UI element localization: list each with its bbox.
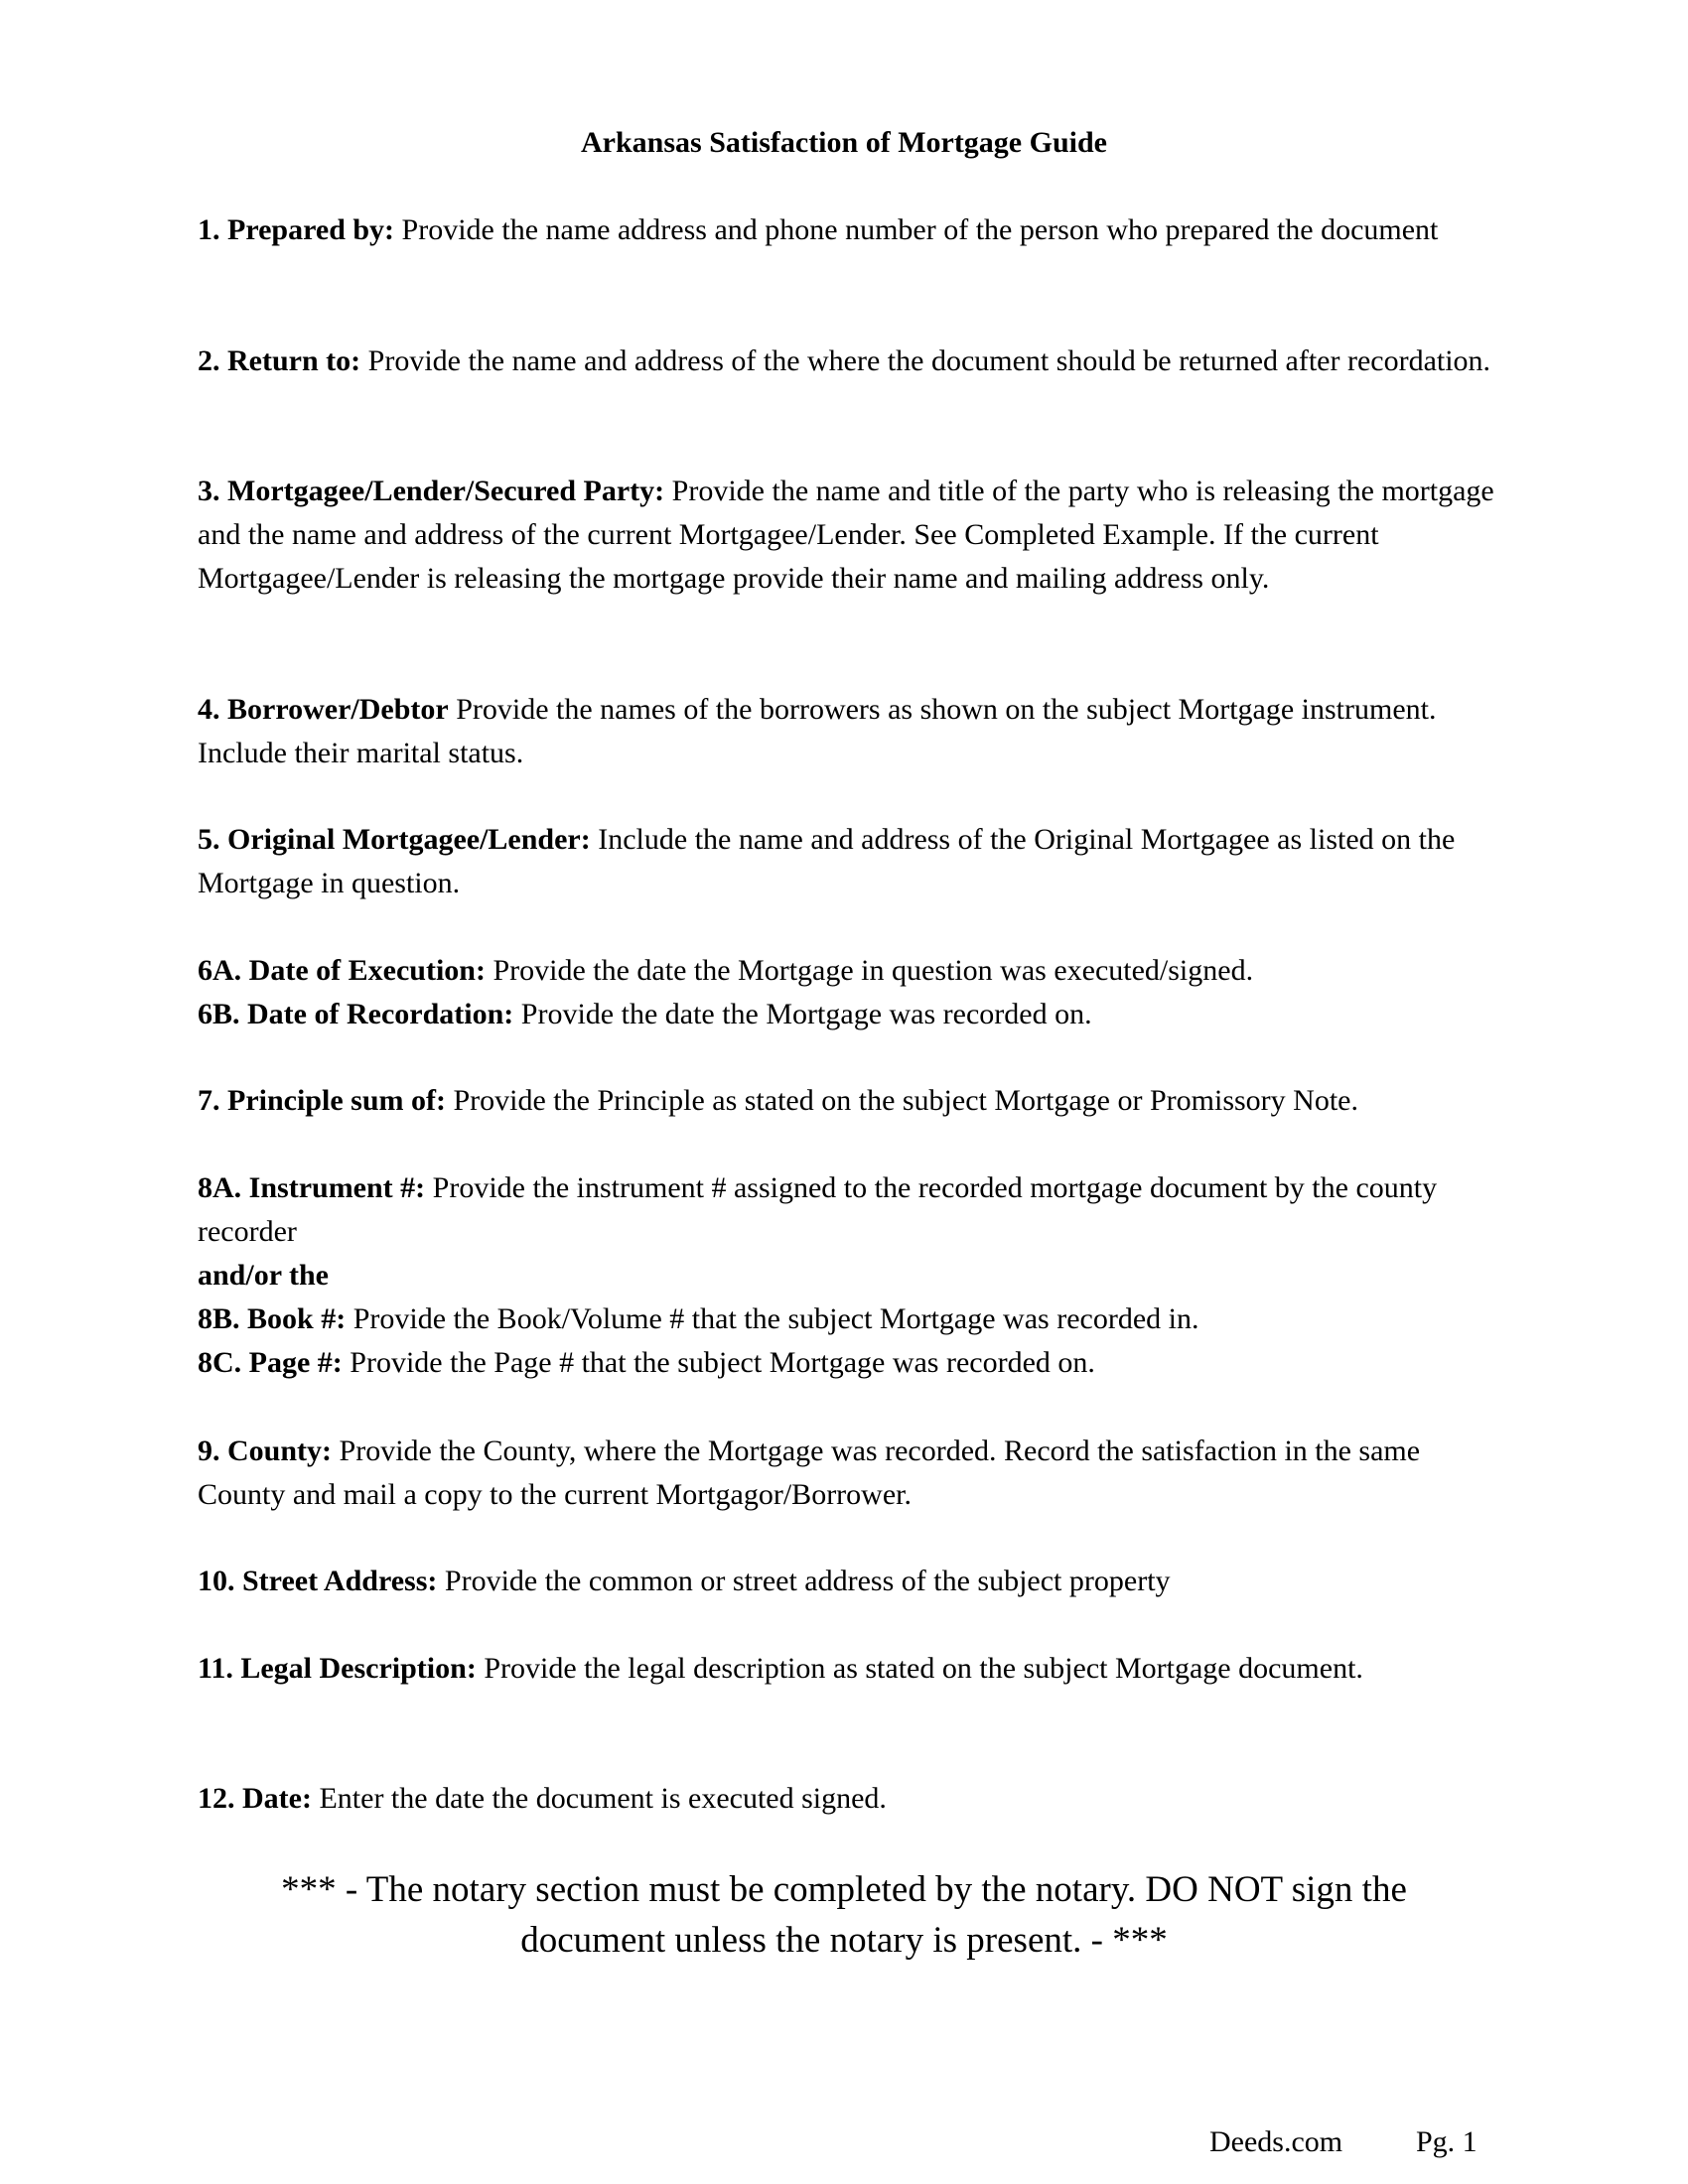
section-label: 9. County: bbox=[198, 1434, 333, 1467]
section-label: 4. Borrower/Debtor bbox=[198, 693, 449, 726]
section-text: Provide the name address and phone number of the person who prepared the document bbox=[401, 213, 1439, 246]
section-text: Provide the names of the borrowers as shown on the subject Mortgage instrument. Include their marital status. bbox=[198, 693, 1437, 769]
guide-section-street-address bbox=[198, 1560, 1498, 1603]
guide-section-recording-references bbox=[198, 1166, 1498, 1385]
footer-site: Deeds.com bbox=[1209, 2125, 1343, 2158]
section-label: 7. Principle sum of: bbox=[198, 1084, 446, 1117]
section-text: Provide the common or street address of the subject property bbox=[444, 1565, 1171, 1597]
guide-section-original-mortgagee bbox=[198, 818, 1498, 905]
section-label: 1. Prepared by: bbox=[198, 213, 395, 246]
section-connector: and/or the bbox=[198, 1259, 329, 1292]
section-text: Enter the date the document is executed signed. bbox=[319, 1782, 887, 1815]
section-text: Provide the name and title of the party who is releasing the mortgage and the name and address of the current Mortgagee/Lender. See Completed Example. If the current Mortgagee/Lender is releasing the mortgage provide their name and mailing address only. bbox=[198, 475, 1494, 595]
guide-section-date bbox=[198, 1777, 1498, 1821]
section-label: 2. Return to: bbox=[198, 344, 361, 377]
section-label: 6A. Date of Execution: bbox=[198, 954, 486, 987]
section-text: Provide the date the Mortgage in question was executed/signed. bbox=[492, 954, 1254, 987]
section-text: Provide the Principle as stated on the subject Mortgage or Promissory Note. bbox=[453, 1084, 1358, 1117]
section-label: 3. Mortgagee/Lender/Secured Party: bbox=[198, 475, 665, 507]
section-label: 5. Original Mortgagee/Lender: bbox=[198, 823, 591, 856]
notary-notice-line: document unless the notary is present. - *** bbox=[520, 1920, 1168, 1961]
guide-section-county bbox=[198, 1430, 1498, 1517]
section-label: 8A. Instrument #: bbox=[198, 1171, 426, 1204]
section-text: Provide the name and address of the where the document should be returned after recordation. bbox=[367, 344, 1491, 377]
section-text: Provide the Page # that the subject Mortgage was recorded on. bbox=[350, 1346, 1095, 1379]
section-text: Provide the instrument # assigned to the recorded mortgage document by the county recorder bbox=[198, 1171, 1438, 1248]
footer-page-number: Pg. 1 bbox=[1416, 2125, 1477, 2158]
section-label: 8B. Book #: bbox=[198, 1302, 347, 1335]
guide-section-mortgagee bbox=[198, 470, 1498, 601]
section-text: Include the name and address of the Original Mortgagee as listed on the Mortgage in question. bbox=[198, 823, 1456, 899]
section-text: Provide the date the Mortgage was recorded on. bbox=[520, 998, 1092, 1030]
guide-section-return-to bbox=[198, 340, 1498, 383]
section-text: Provide the County, where the Mortgage was recorded. Record the satisfaction in the same County and mail a copy to the current Mortgagor/Borrower. bbox=[198, 1434, 1421, 1511]
guide-section-dates bbox=[198, 949, 1498, 1036]
page-title: Arkansas Satisfaction of Mortgage Guide bbox=[581, 126, 1107, 159]
notary-notice-line: *** - The notary section must be completed by the notary. DO NOT sign the bbox=[281, 1869, 1407, 1910]
section-label: 10. Street Address: bbox=[198, 1565, 438, 1597]
guide-section-borrower bbox=[198, 688, 1498, 775]
section-label: 8C. Page #: bbox=[198, 1346, 343, 1379]
section-text: Provide the Book/Volume # that the subject Mortgage was recorded in. bbox=[352, 1302, 1199, 1335]
notary-notice bbox=[139, 1864, 1549, 1966]
section-label: 11. Legal Description: bbox=[198, 1652, 477, 1685]
guide-section-prepared-by bbox=[198, 208, 1498, 252]
guide-section-principle bbox=[198, 1079, 1498, 1123]
section-text: Provide the legal description as stated on the subject Mortgage document. bbox=[484, 1652, 1363, 1685]
section-label: 12. Date: bbox=[198, 1782, 312, 1815]
section-label: 6B. Date of Recordation: bbox=[198, 998, 514, 1030]
guide-section-legal-description bbox=[198, 1647, 1498, 1691]
